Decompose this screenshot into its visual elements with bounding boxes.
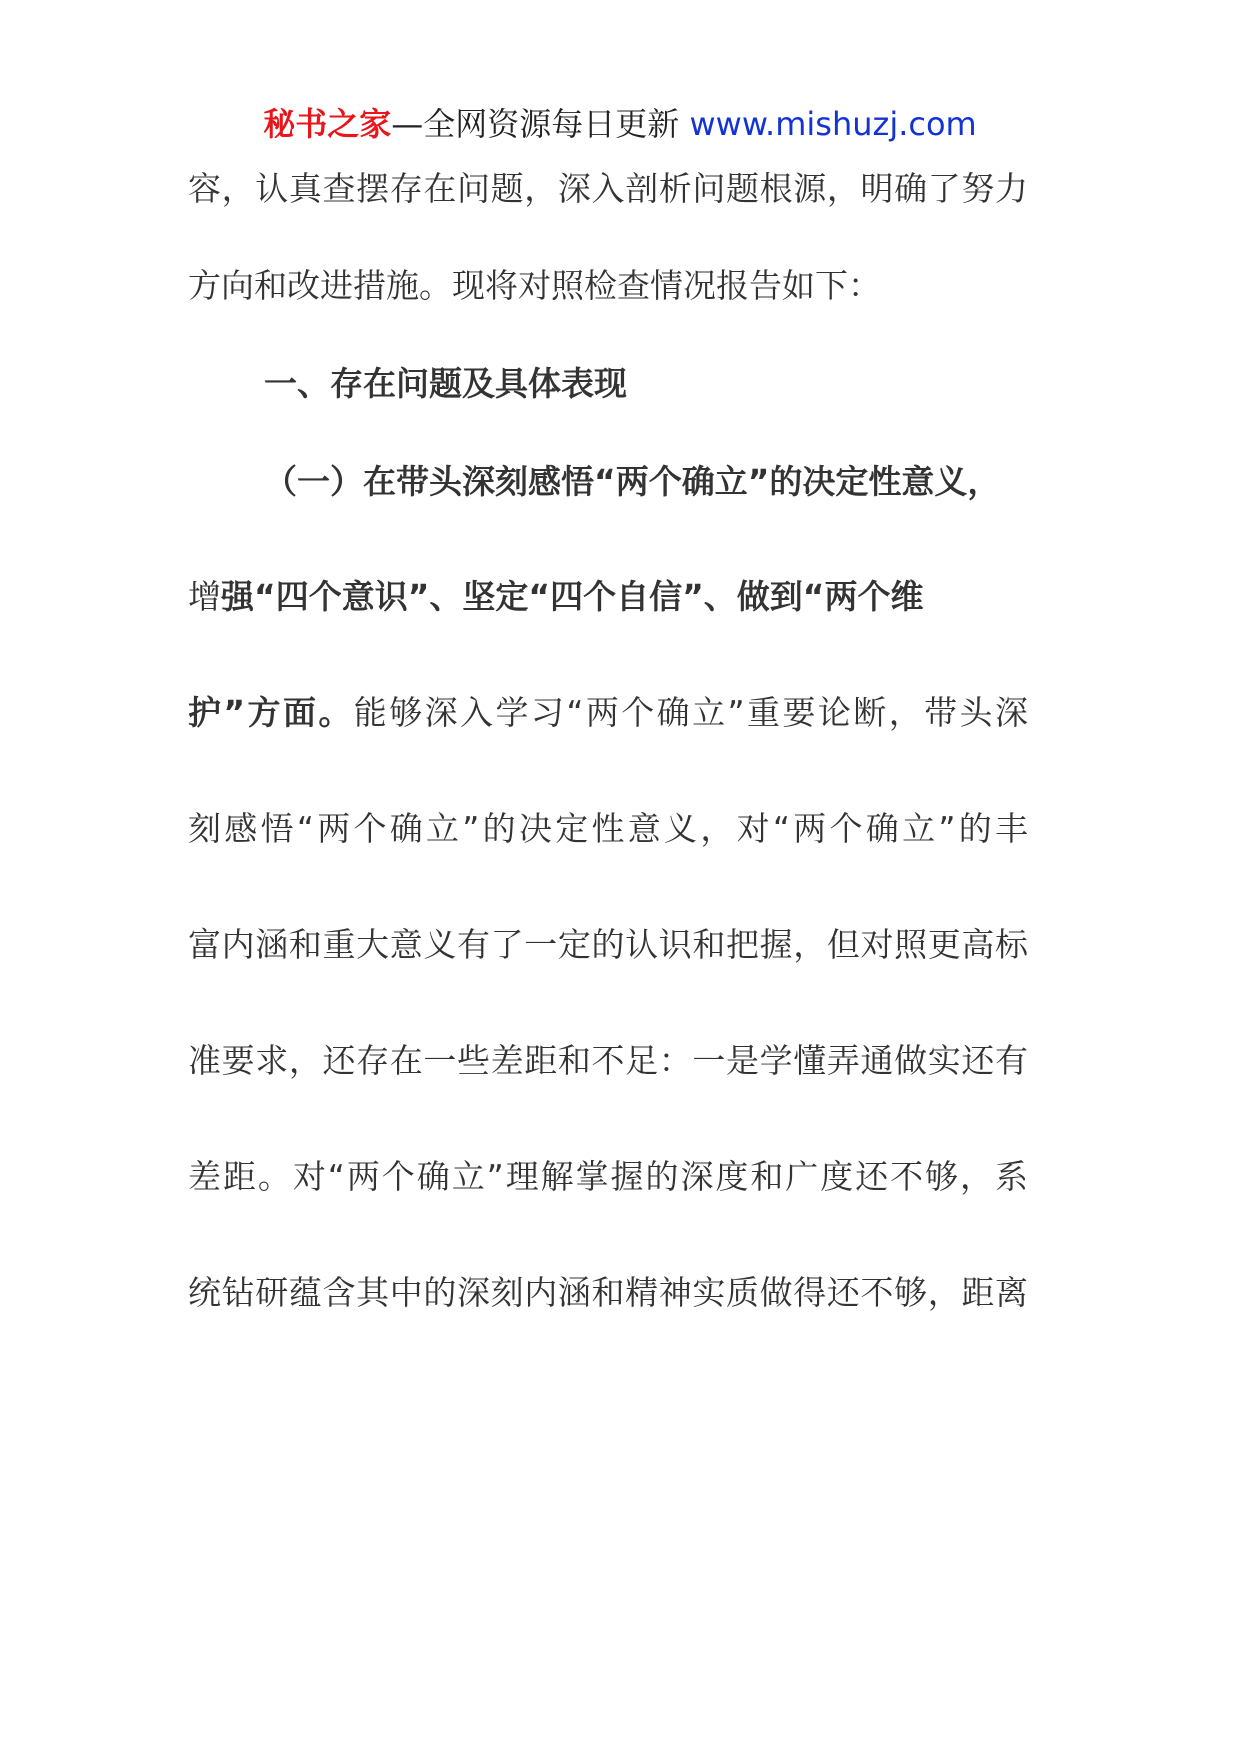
- body-line-6: 刻感悟“两个确立”的决定性意义，对“两个确立”的丰: [188, 809, 1028, 848]
- subsection-line-2-plain: 增: [188, 577, 221, 616]
- subsection-heading-text: （一）在带头深刻感悟“两个确立”的决定性意义，: [264, 462, 1001, 501]
- site-url[interactable]: www.mishuzj.com: [689, 105, 977, 143]
- body-line-9: 差距。对“两个确立”理解掌握的深度和广度还不够，系: [188, 1157, 1028, 1196]
- section-heading: [264, 360, 1028, 408]
- subsection-heading-line-1: [264, 458, 1028, 506]
- subsection-line-3-bold: 护”方面。: [188, 693, 354, 732]
- page-header: [0, 100, 1240, 148]
- body-line-10: 统钻研蕴含其中的深刻内涵和精神实质做得还不够，距离: [188, 1273, 1028, 1312]
- body-line-5: [188, 689, 1028, 737]
- body-line-1: 容，认真查摆存在问题，深入剖析问题根源，明确了努力: [188, 169, 1028, 208]
- section-heading-text: 一、存在问题及具体表现: [264, 364, 627, 403]
- body-line-7: 富内涵和重大意义有了一定的认识和把握，但对照更高标: [188, 925, 1028, 964]
- subsection-heading-line-2: [188, 573, 1028, 621]
- body-line-8: 准要求，还存在一些差距和不足：一是学懂弄通做实还有: [188, 1041, 1028, 1080]
- subsection-line-3-plain: 能够深入学习“两个确立”重要论断，带头深: [353, 693, 1028, 732]
- header-tagline: —全网资源每日更新: [391, 105, 690, 143]
- body-line-2: 方向和改进措施。现将对照检查情况报告如下：: [188, 266, 881, 305]
- brand-name: 秘书之家: [263, 105, 392, 143]
- subsection-line-2-bold: 强“四个意识”、坚定“四个自信”、做到“两个维: [221, 577, 924, 616]
